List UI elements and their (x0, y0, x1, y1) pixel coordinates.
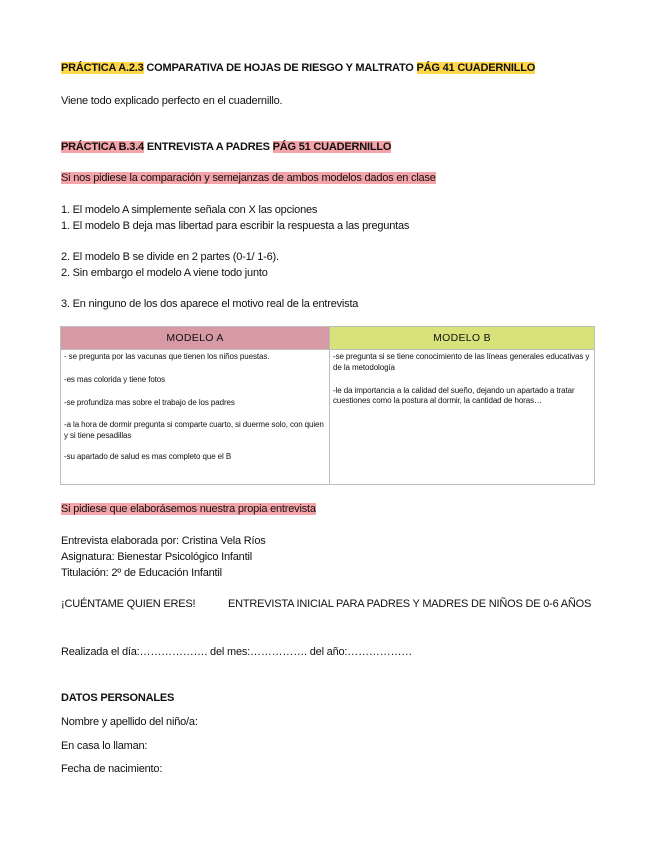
list-item: 3. En ninguno de los dos aparece el motivo real de la entrevista (61, 298, 359, 310)
heading-middle-text: COMPARATIVA DE HOJAS DE RIESGO Y MALTRATO (143, 62, 417, 74)
meta-author: Entrevista elaborada por: Cristina Vela Ríos (61, 535, 266, 547)
table-header-row (61, 327, 595, 350)
meta-subject: Asignatura: Bienestar Psicológico Infantil (61, 551, 252, 563)
practica-label: PRÁCTICA A.2.3 (61, 62, 144, 74)
comparison-table (60, 326, 595, 485)
list-item: -se pregunta si se tiene conocimiento de las líneas generales educativas y de la metodología (333, 352, 590, 372)
header-modelo-b: MODELO B (330, 327, 595, 350)
question-own-interview-text: Si pidiese que elaborásemos nuestra propia entrevista (61, 503, 316, 515)
field-birth-date: Fecha de nacimiento: (61, 763, 163, 775)
field-child-name: Nombre y apellido del niño/a: (61, 716, 198, 728)
list-item: -a la hora de dormir pregunta si comparte cuarto, si duerme solo, con quien y si tiene pesadillas (64, 420, 324, 441)
list-item: 2. El modelo B se divide en 2 partes (0-1/ 1-6). (61, 251, 279, 263)
interview-title: ENTREVISTA INICIAL PARA PADRES Y MADRES DE NIÑOS DE 0-6 AÑOS (228, 598, 592, 610)
header-modelo-a: MODELO A (61, 327, 330, 350)
heading-practica-a23 (61, 62, 535, 74)
personal-data-heading: DATOS PERSONALES (61, 692, 175, 704)
question-comparison-text: Si nos pidiese la comparación y semejanzas de ambos modelos dados en clase (61, 172, 436, 184)
list-item: 1. El modelo B deja mas libertad para escribir la respuesta a las preguntas (61, 220, 410, 232)
section1-note: Viene todo explicado perfecto en el cuadernillo. (61, 95, 283, 107)
heading-middle-text: ENTREVISTA A PADRES (143, 141, 273, 153)
question-own-interview (61, 503, 316, 515)
page-reference: PÁG 51 CUADERNILLO (272, 141, 392, 153)
meta-degree: Titulación: 2º de Educación Infantil (61, 567, 222, 579)
table-row (61, 350, 595, 485)
list-item: 1. El modelo A simplemente señala con X las opciones (61, 204, 318, 216)
list-item: -se profundiza mas sobre el trabajo de los padres (64, 397, 235, 407)
list-item: -es mas colorida y tiene fotos (64, 374, 166, 384)
page-reference: PÁG 41 CUADERNILLO (416, 62, 536, 74)
list-item: -su apartado de salud es mas completo que el B (64, 451, 232, 461)
practica-label: PRÁCTICA B.3.4 (61, 141, 144, 153)
date-line: Realizada el día:………………. del mes:……………. del año:……………… (61, 646, 413, 658)
list-item: - se pregunta por las vacunas que tienen los niños puestas. (64, 352, 270, 361)
field-nickname: En casa lo llaman: (61, 740, 148, 752)
question-comparison (61, 172, 436, 184)
cell-modelo-b (330, 350, 595, 485)
list-item: 2. Sin embargo el modelo A viene todo junto (61, 267, 268, 279)
list-item: -le da importancia a la calidad del sueño, dejando un apartado a tratar cuestiones como la postura al dormir, la cantidad de horas… (333, 385, 575, 406)
interview-slogan: ¡CUÉNTAME QUIEN ERES! (61, 598, 196, 610)
heading-practica-b34 (61, 141, 391, 153)
cell-modelo-a (61, 350, 330, 485)
